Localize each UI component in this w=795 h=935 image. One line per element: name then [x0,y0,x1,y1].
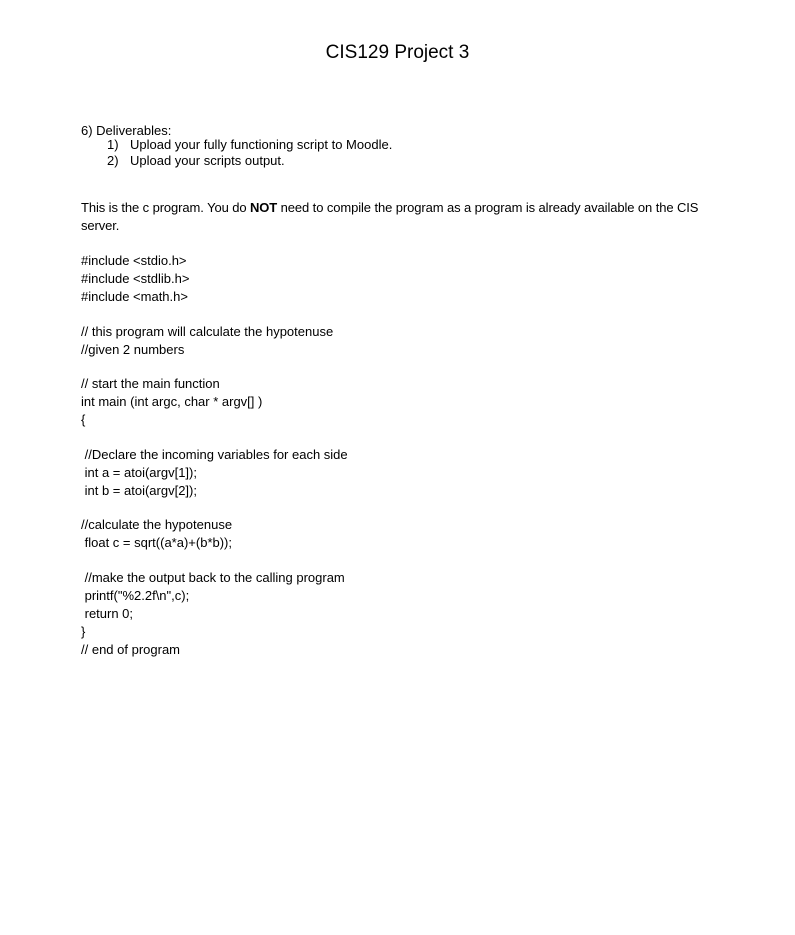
code-line: //Declare the incoming variables for each side [81,446,348,462]
code-line: // this program will calculate the hypotenuse [81,323,334,339]
code-blank-line [81,552,348,569]
code-line: //make the output back to the calling program [81,569,345,585]
code-line: int b = atoi(argv[2]); [81,482,197,498]
code-line: return 0; [81,605,134,621]
page-title: CIS129 Project 3 [325,42,470,63]
deliverable-text: Upload your fully functioning script to Moodle. [130,137,393,152]
code-blank-line [81,500,348,517]
list-number: 2) [107,153,119,168]
code-line: int a = atoi(argv[1]); [81,464,197,480]
code-line: #include <stdio.h> [81,253,187,268]
deliverable-text: Upload your scripts output. [130,153,285,168]
code-line: { [81,412,86,427]
deliverable-item [107,153,392,169]
code-line: #include <math.h> [81,289,188,304]
code-line: // start the main function [81,376,220,391]
code-blank-line [81,306,348,323]
code-line: //given 2 numbers [81,341,185,357]
intro-text: This is the c program. You do [81,200,250,215]
deliverable-item [107,137,392,153]
intro-paragraph [81,199,721,235]
code-blank-line [81,429,348,446]
deliverables-heading: 6) Deliverables: [81,123,172,138]
code-line: } [81,623,86,639]
code-listing [81,252,348,659]
code-line: // end of program [81,641,180,657]
intro-text-rest: need to compile the program as a program is already available on the CIS server. [81,200,699,233]
code-line: float c = sqrt((a*a)+(b*b)); [81,535,232,550]
code-line: #include <stdlib.h> [81,271,190,286]
code-line: //calculate the hypotenuse [81,517,233,532]
code-line: int main (int argc, char * argv[] ) [81,394,263,409]
list-number: 1) [107,137,119,152]
code-line: printf("%2.2f\n",c); [81,587,190,603]
code-blank-line [81,359,348,376]
intro-bold-text: NOT [249,200,278,215]
deliverables-list [107,137,392,169]
